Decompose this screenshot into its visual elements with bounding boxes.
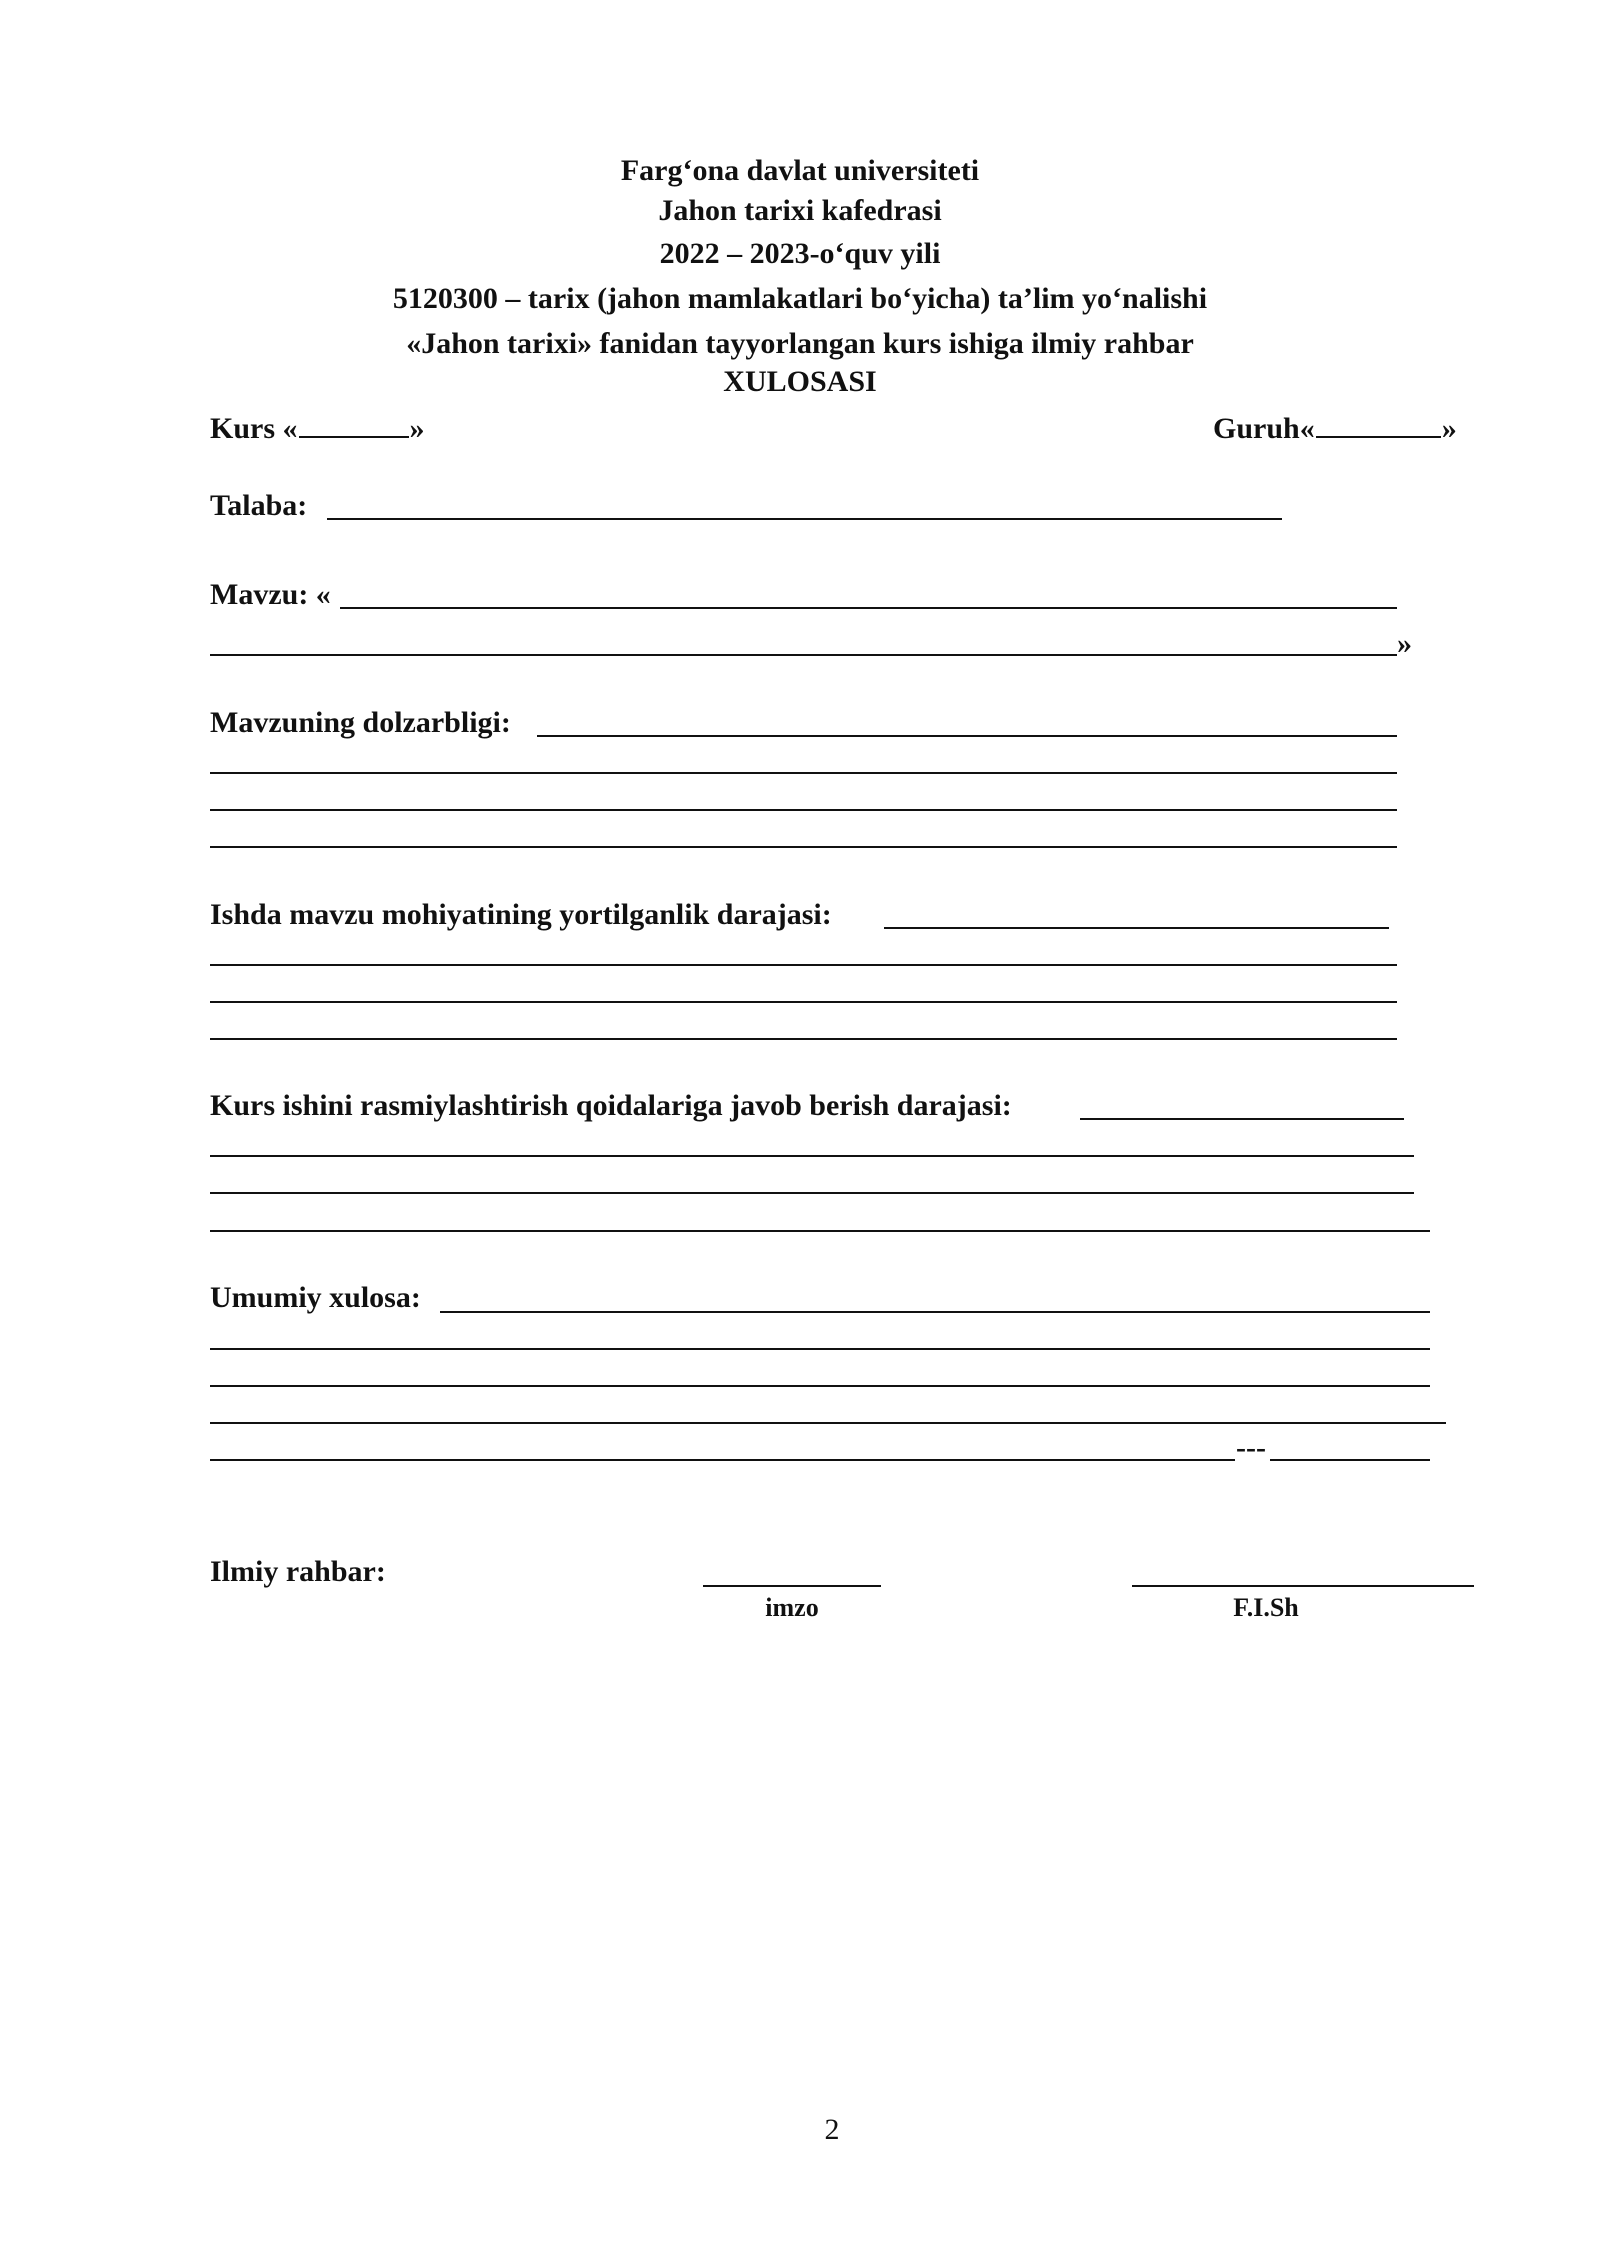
- guruh-field: [1213, 408, 1457, 447]
- kurs-close: »: [409, 412, 425, 445]
- mohiyat-line-2[interactable]: [210, 964, 1397, 966]
- supervisor-label: Ilmiy rahbar:: [210, 1555, 386, 1588]
- umumiy-line-5b[interactable]: [1270, 1459, 1430, 1461]
- dolzarblik-line-1[interactable]: [537, 735, 1397, 737]
- rasmiylashtirish-line-4[interactable]: [210, 1230, 1430, 1232]
- umumiy-line-4[interactable]: [210, 1422, 1446, 1424]
- mavzu-line-2[interactable]: [210, 654, 1397, 656]
- mohiyat-line-3[interactable]: [210, 1001, 1397, 1003]
- name-caption: F.I.Sh: [1233, 1593, 1299, 1622]
- kurs-field: [210, 408, 425, 447]
- mohiyat-line-1[interactable]: [884, 927, 1389, 929]
- mavzu-line-1[interactable]: [340, 607, 1397, 609]
- umumiy-line-2[interactable]: [210, 1348, 1430, 1350]
- name-line[interactable]: [1132, 1585, 1474, 1587]
- mohiyat-label: Ishda mavzu mohiyatining yortilganlik darajasi:: [210, 898, 832, 931]
- umumiy-line-3[interactable]: [210, 1385, 1430, 1387]
- talaba-label: Talaba:: [210, 489, 308, 522]
- rasmiylashtirish-line-2[interactable]: [210, 1155, 1414, 1157]
- page-number: 2: [824, 2113, 840, 2146]
- subject-line: «Jahon tarixi» fanidan tayyorlangan kurs ishiga ilmiy rahbar: [406, 327, 1194, 360]
- dolzarblik-label: Mavzuning dolzarbligi:: [210, 706, 511, 739]
- rasmiylashtirish-line-3[interactable]: [210, 1192, 1414, 1194]
- rasmiylashtirish-label: Kurs ishini rasmiylashtirish qoidalariga javob berish darajasi:: [210, 1089, 1012, 1122]
- mohiyat-line-4[interactable]: [210, 1038, 1397, 1040]
- mavzu-close: »: [1397, 627, 1412, 660]
- guruh-label: Guruh«: [1213, 412, 1315, 445]
- guruh-blank[interactable]: [1316, 408, 1441, 438]
- dolzarblik-line-3[interactable]: [210, 809, 1397, 811]
- document-title: XULOSASI: [723, 365, 877, 398]
- signature-line[interactable]: [703, 1585, 881, 1587]
- department-name: Jahon tarixi kafedrasi: [658, 194, 942, 227]
- dolzarblik-line-2[interactable]: [210, 772, 1397, 774]
- university-name: Farg‘ona davlat universiteti: [620, 154, 980, 187]
- umumiy-label: Umumiy xulosa:: [210, 1281, 421, 1314]
- study-direction: 5120300 – tarix (jahon mamlakatlari bo‘yicha) ta’lim yo‘nalishi: [392, 282, 1208, 315]
- mavzu-label: Mavzu: «: [210, 578, 331, 611]
- kurs-blank[interactable]: [299, 408, 409, 438]
- guruh-close: »: [1441, 412, 1457, 445]
- umumiy-line-5a[interactable]: [210, 1459, 1235, 1461]
- kurs-label: Kurs «: [210, 412, 298, 445]
- talaba-line[interactable]: [327, 518, 1282, 520]
- dolzarblik-line-4[interactable]: [210, 846, 1397, 848]
- umumiy-dash-mark: ---: [1236, 1431, 1266, 1464]
- academic-year: 2022 – 2023-o‘quv yili: [659, 237, 941, 270]
- umumiy-line-1[interactable]: [440, 1311, 1430, 1313]
- rasmiylashtirish-line-1[interactable]: [1080, 1118, 1404, 1120]
- signature-caption: imzo: [765, 1593, 819, 1622]
